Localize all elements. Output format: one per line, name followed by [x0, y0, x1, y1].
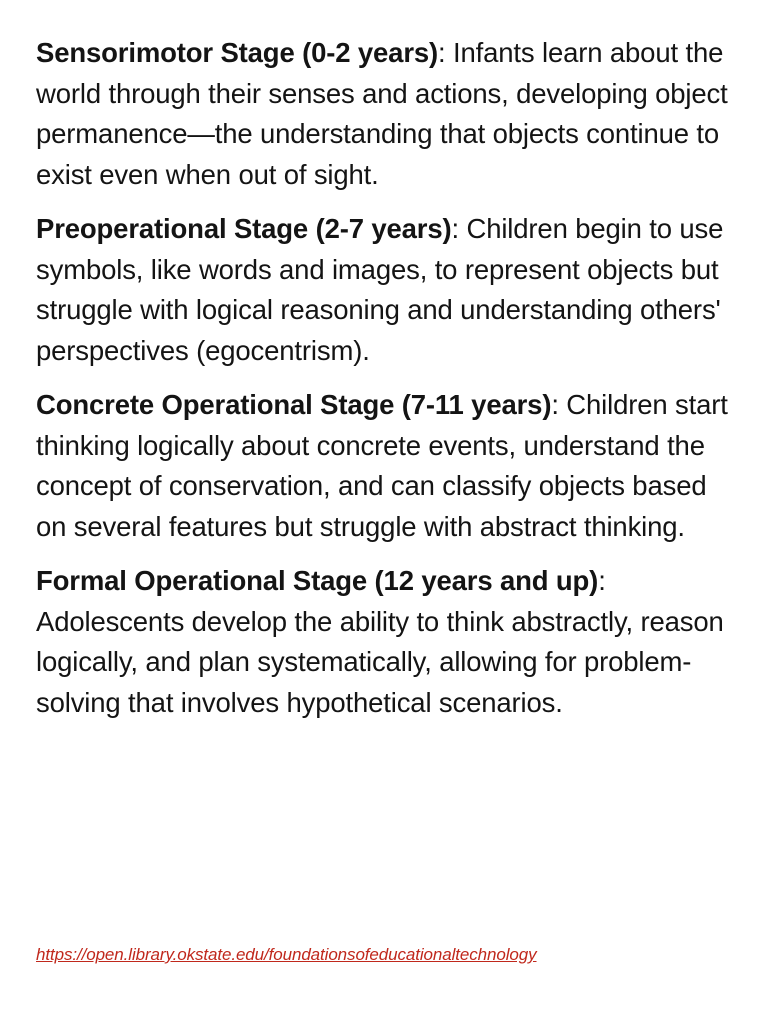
stage-description: : Adolescents develop the ability to think abstractly, reason logically, and plan systematically, allowing for problem-solving that involves hypothetical scenarios. [36, 565, 724, 718]
stage-description: : Infants learn about the world through their senses and actions, developing object permanence—the understanding that objects continue to exist even when out of sight. [36, 37, 728, 190]
stage-title: Formal Operational Stage (12 years and up) [36, 565, 599, 596]
stage-concrete-operational [36, 385, 738, 547]
stage-title: Concrete Operational Stage (7-11 years) [36, 389, 552, 420]
stage-title: Preoperational Stage (2-7 years) [36, 213, 452, 244]
stage-formal-operational [36, 561, 738, 723]
stage-preoperational [36, 209, 738, 371]
stage-description: : Children begin to use symbols, like words and images, to represent objects but struggle with logical reasoning and understanding others' perspectives (egocentrism). [36, 213, 724, 366]
stage-title: Sensorimotor Stage (0-2 years) [36, 37, 439, 68]
stage-description: : Children start thinking logically about concrete events, understand the concept of conservation, and can classify objects based on several features but struggle with abstract thinking. [36, 389, 728, 542]
stage-sensorimotor [36, 33, 738, 195]
source-link[interactable]: https://open.library.okstate.edu/foundationsofeducationaltechnology [36, 945, 537, 964]
